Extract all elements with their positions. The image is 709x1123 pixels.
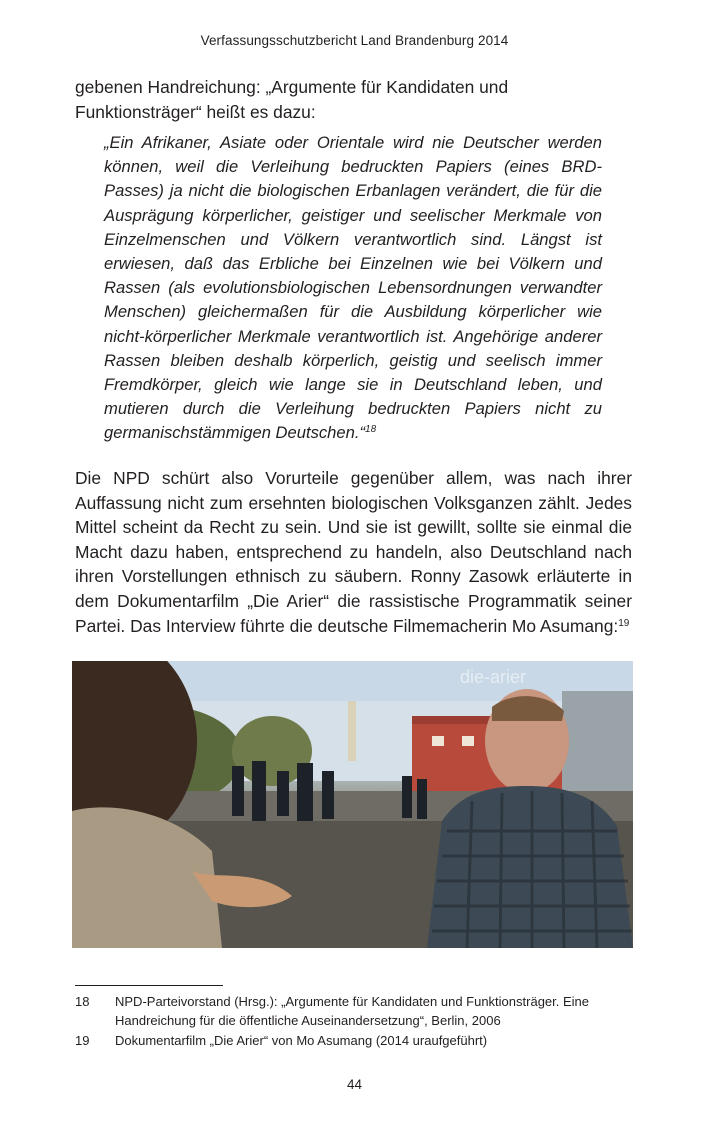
photo-illustration xyxy=(72,661,633,948)
footnote-19 xyxy=(75,1031,632,1050)
footnote-number: 18 xyxy=(75,994,90,1009)
footnote-text: Dokumentarfilm „Die Arier“ von Mo Asumang (2014 uraufgeführt) xyxy=(115,1032,488,1048)
paragraph-text: Die NPD schürt also Vorurteile gegenüber allem, was nach ihrer Auffassung nicht zum ersehnten biologischen Volksganzen zählt. Jedes Mittel scheint da Recht zu sein. Und sie ist gewillt, sollte sie einmal die Macht dazu haben, entsprechend zu handeln, also Deutschland nach ihren Vorstellungen ethnisch zu säubern. Ronny Zasowk erläuterte in dem Dokumentarfilm „Die Arier“ die rassistische Programmatik seiner Partei. Das Interview führte die deutsche Filmemacherin Mo Asumang: xyxy=(75,468,632,636)
intro-text: gebenen Handreichung: „Argumente für Kandidaten und Funktionsträger“ heißt es dazu: xyxy=(75,77,509,122)
footnotes xyxy=(75,992,632,1050)
running-header: Verfassungsschutzbericht Land Brandenburg 2014 xyxy=(200,33,509,48)
documentary-still-photo xyxy=(72,661,633,948)
photo-watermark: die-arier xyxy=(460,667,527,687)
footnote-ref-19: 19 xyxy=(618,617,630,629)
footnote-18 xyxy=(75,992,632,1031)
footnote-number: 19 xyxy=(75,1032,90,1048)
block-quote xyxy=(104,131,602,446)
quote-text: „Ein Afrikaner, Asiate oder Orientale wird nie Deutscher werden können, weil die Verleihung bedruckten Papiers (eines BRD-Passes) ja nicht die biologischen Erbanlagen verändert, die für die Ausprägung körperlicher, geistiger und seelischer Merkmale von Einzelmenschen und Völkern verantwortlich sind. Längst ist erwiesen, daß das Erbliche bei Einzelnen wie bei Völkern und Rassen (als evolutionsbiologischen Lebensordnungen verwandter Menschen) gleichermaßen für die Ausbildung körperlicher wie nicht-körperlicher Merkmale verantwortlich ist. Angehörige anderer Rassen bleiben deshalb körperlich, geistig und seelisch immer Fremdkörper, gleich wie lange sie in Deutschland leben, und mutieren durch die Verleihung bedruckten Papiers nicht zu germanischstämmigen Deutschen.“ xyxy=(104,133,602,443)
footnote-separator xyxy=(75,985,223,986)
page-number: 44 xyxy=(346,1077,363,1092)
footnote-text: NPD-Parteivorstand (Hrsg.): „Argumente für Kandidaten und Funktionsträger. Eine Handreichung für die öffentliche Auseinandersetzung“, Berlin, 2006 xyxy=(115,994,590,1029)
body-paragraph xyxy=(75,466,632,638)
footnote-ref-18: 18 xyxy=(365,424,377,436)
